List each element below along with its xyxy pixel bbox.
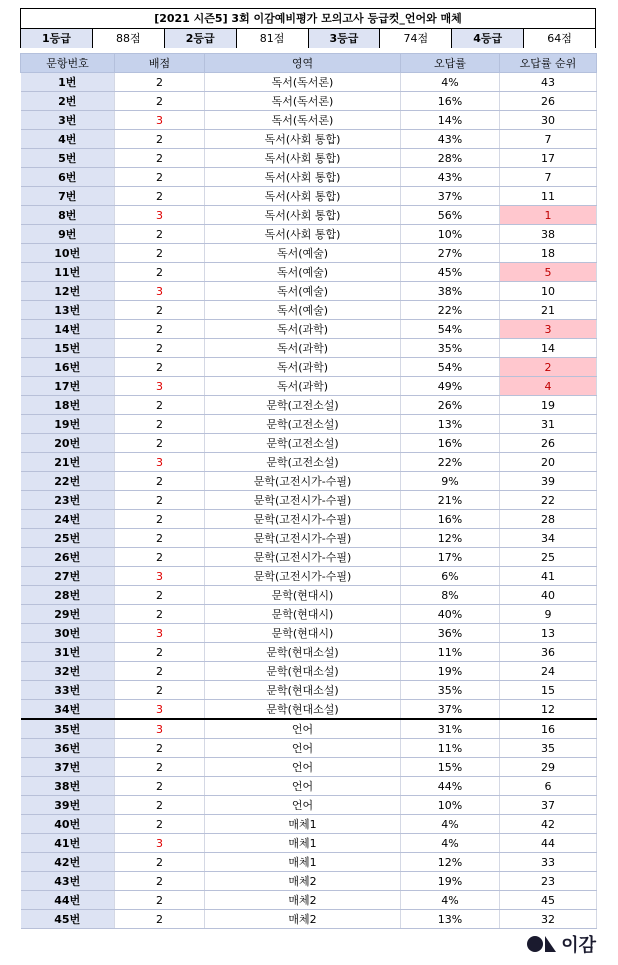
table-row [21, 529, 597, 548]
area-cell: 문학(고전시가-수필) [205, 529, 401, 548]
question-number-cell: 7번 [21, 187, 115, 206]
question-number-cell: 44번 [21, 891, 115, 910]
table-row [21, 796, 597, 815]
wrong-rank-cell: 1 [500, 206, 597, 225]
area-cell: 독서(사회 통합) [205, 130, 401, 149]
wrong-rank-cell: 15 [500, 681, 597, 700]
area-cell: 독서(사회 통합) [205, 206, 401, 225]
points-cell: 2 [115, 263, 205, 282]
wrong-rate-cell: 4% [401, 73, 500, 92]
area-cell: 독서(독서론) [205, 73, 401, 92]
question-number-cell: 41번 [21, 834, 115, 853]
question-number-cell: 17번 [21, 377, 115, 396]
points-cell: 2 [115, 415, 205, 434]
area-cell: 독서(독서론) [205, 111, 401, 130]
question-number-cell: 12번 [21, 282, 115, 301]
question-number-cell: 5번 [21, 149, 115, 168]
table-row [21, 719, 597, 739]
wrong-rank-cell: 30 [500, 111, 597, 130]
points-cell: 2 [115, 396, 205, 415]
wrong-rate-cell: 22% [401, 301, 500, 320]
area-cell: 독서(예술) [205, 301, 401, 320]
question-number-cell: 29번 [21, 605, 115, 624]
points-cell: 2 [115, 872, 205, 891]
table-row [21, 339, 597, 358]
wrong-rank-cell: 24 [500, 662, 597, 681]
table-row [21, 834, 597, 853]
area-cell: 문학(현대소설) [205, 643, 401, 662]
points-cell: 2 [115, 73, 205, 92]
table-row [21, 206, 597, 225]
wrong-rate-cell: 56% [401, 206, 500, 225]
question-number-cell: 32번 [21, 662, 115, 681]
points-cell: 2 [115, 225, 205, 244]
wrong-rate-cell: 8% [401, 586, 500, 605]
question-number-cell: 45번 [21, 910, 115, 929]
wrong-rate-cell: 4% [401, 834, 500, 853]
table-row [21, 815, 597, 834]
wrong-rank-cell: 31 [500, 415, 597, 434]
grade-4-label: 4등급 [452, 29, 524, 48]
grade-cut-header [20, 8, 596, 48]
points-cell: 2 [115, 510, 205, 529]
wrong-rate-cell: 6% [401, 567, 500, 586]
wrong-rate-cell: 36% [401, 624, 500, 643]
area-cell: 문학(현대소설) [205, 700, 401, 720]
wrong-rank-cell: 43 [500, 73, 597, 92]
question-number-cell: 27번 [21, 567, 115, 586]
table-row [21, 872, 597, 891]
area-cell: 문학(현대시) [205, 586, 401, 605]
wrong-rate-cell: 26% [401, 396, 500, 415]
question-number-cell: 37번 [21, 758, 115, 777]
table-row [21, 624, 597, 643]
points-cell: 2 [115, 758, 205, 777]
wrong-rank-cell: 22 [500, 491, 597, 510]
wrong-rank-cell: 42 [500, 815, 597, 834]
wrong-rank-cell: 25 [500, 548, 597, 567]
area-cell: 독서(예술) [205, 263, 401, 282]
question-number-cell: 43번 [21, 872, 115, 891]
points-cell: 3 [115, 206, 205, 225]
wrong-rank-cell: 28 [500, 510, 597, 529]
area-cell: 독서(과학) [205, 339, 401, 358]
question-number-cell: 23번 [21, 491, 115, 510]
wrong-rate-cell: 10% [401, 225, 500, 244]
area-cell: 매체1 [205, 853, 401, 872]
points-cell: 2 [115, 739, 205, 758]
points-cell: 2 [115, 130, 205, 149]
points-cell: 2 [115, 472, 205, 491]
wrong-rank-cell: 7 [500, 130, 597, 149]
points-cell: 2 [115, 910, 205, 929]
area-cell: 독서(사회 통합) [205, 149, 401, 168]
wrong-rank-cell: 4 [500, 377, 597, 396]
question-number-cell: 22번 [21, 472, 115, 491]
table-row [21, 567, 597, 586]
wrong-rank-cell: 32 [500, 910, 597, 929]
question-number-cell: 4번 [21, 130, 115, 149]
question-number-cell: 8번 [21, 206, 115, 225]
points-cell: 3 [115, 624, 205, 643]
wrong-rate-cell: 19% [401, 662, 500, 681]
col-header-points: 배점 [115, 54, 205, 73]
wrong-rate-cell: 35% [401, 339, 500, 358]
area-cell: 문학(고전시가-수필) [205, 567, 401, 586]
wrong-rank-cell: 19 [500, 396, 597, 415]
wrong-rank-cell: 40 [500, 586, 597, 605]
question-number-cell: 10번 [21, 244, 115, 263]
wrong-rate-cell: 38% [401, 282, 500, 301]
area-cell: 매체2 [205, 910, 401, 929]
table-row [21, 853, 597, 872]
wrong-rate-cell: 16% [401, 510, 500, 529]
table-row [21, 282, 597, 301]
question-number-cell: 13번 [21, 301, 115, 320]
wrong-rate-cell: 44% [401, 777, 500, 796]
wrong-rank-cell: 7 [500, 168, 597, 187]
wrong-rate-cell: 17% [401, 548, 500, 567]
col-header-area: 영역 [205, 54, 401, 73]
col-header-wrong-rank: 오답률 순위 [500, 54, 597, 73]
table-row [21, 358, 597, 377]
table-row [21, 681, 597, 700]
wrong-rank-cell: 16 [500, 719, 597, 739]
wrong-rank-cell: 38 [500, 225, 597, 244]
points-cell: 2 [115, 853, 205, 872]
area-cell: 독서(과학) [205, 377, 401, 396]
points-cell: 3 [115, 719, 205, 739]
question-number-cell: 39번 [21, 796, 115, 815]
wrong-rank-cell: 44 [500, 834, 597, 853]
table-row [21, 643, 597, 662]
brand-logo-text: 이감 [561, 935, 596, 956]
table-row [21, 244, 597, 263]
area-cell: 문학(고전시가-수필) [205, 510, 401, 529]
wrong-rate-cell: 37% [401, 187, 500, 206]
wrong-rank-cell: 37 [500, 796, 597, 815]
area-cell: 독서(사회 통합) [205, 187, 401, 206]
question-number-cell: 20번 [21, 434, 115, 453]
brand-logo [506, 933, 596, 955]
points-cell: 3 [115, 834, 205, 853]
wrong-rank-cell: 3 [500, 320, 597, 339]
question-number-cell: 6번 [21, 168, 115, 187]
grade-2-label: 2등급 [165, 29, 237, 48]
points-cell: 3 [115, 567, 205, 586]
wrong-rate-cell: 35% [401, 681, 500, 700]
area-cell: 독서(예술) [205, 244, 401, 263]
wrong-rate-cell: 13% [401, 910, 500, 929]
wrong-rate-cell: 12% [401, 853, 500, 872]
wrong-rank-cell: 14 [500, 339, 597, 358]
points-cell: 2 [115, 681, 205, 700]
question-number-cell: 30번 [21, 624, 115, 643]
question-number-cell: 34번 [21, 700, 115, 720]
question-number-cell: 11번 [21, 263, 115, 282]
table-row [21, 453, 597, 472]
question-number-cell: 24번 [21, 510, 115, 529]
table-row [21, 758, 597, 777]
table-row [21, 130, 597, 149]
grade-2-value: 81점 [237, 29, 309, 48]
points-cell: 3 [115, 377, 205, 396]
question-number-cell: 19번 [21, 415, 115, 434]
area-cell: 독서(사회 통합) [205, 168, 401, 187]
area-cell: 독서(과학) [205, 320, 401, 339]
wrong-rate-cell: 43% [401, 168, 500, 187]
points-cell: 2 [115, 187, 205, 206]
table-row [21, 662, 597, 681]
area-cell: 언어 [205, 758, 401, 777]
points-cell: 2 [115, 92, 205, 111]
points-cell: 2 [115, 643, 205, 662]
area-cell: 언어 [205, 777, 401, 796]
points-cell: 2 [115, 548, 205, 567]
table-row [21, 891, 597, 910]
table-row [21, 548, 597, 567]
wrong-rate-cell: 43% [401, 130, 500, 149]
area-cell: 문학(현대소설) [205, 681, 401, 700]
question-number-cell: 35번 [21, 719, 115, 739]
wrong-rate-cell: 31% [401, 719, 500, 739]
table-body [21, 73, 597, 929]
question-number-cell: 38번 [21, 777, 115, 796]
wrong-rank-cell: 23 [500, 872, 597, 891]
question-number-cell: 25번 [21, 529, 115, 548]
points-cell: 2 [115, 605, 205, 624]
table-row [21, 187, 597, 206]
points-cell: 2 [115, 796, 205, 815]
table-row [21, 377, 597, 396]
area-cell: 독서(과학) [205, 358, 401, 377]
points-cell: 2 [115, 529, 205, 548]
table-row [21, 92, 597, 111]
table-row [21, 739, 597, 758]
area-cell: 문학(고전소설) [205, 434, 401, 453]
area-cell: 독서(예술) [205, 282, 401, 301]
question-number-cell: 26번 [21, 548, 115, 567]
wrong-rank-cell: 34 [500, 529, 597, 548]
wrong-rate-cell: 13% [401, 415, 500, 434]
grade-cut-row [21, 29, 595, 48]
table-row [21, 472, 597, 491]
points-cell: 2 [115, 301, 205, 320]
points-cell: 2 [115, 586, 205, 605]
wrong-rank-cell: 9 [500, 605, 597, 624]
points-cell: 3 [115, 111, 205, 130]
area-cell: 독서(사회 통합) [205, 225, 401, 244]
table-row [21, 491, 597, 510]
wrong-rate-cell: 54% [401, 320, 500, 339]
points-cell: 3 [115, 700, 205, 720]
points-cell: 2 [115, 168, 205, 187]
area-cell: 매체2 [205, 872, 401, 891]
points-cell: 2 [115, 244, 205, 263]
table-row [21, 111, 597, 130]
question-number-cell: 15번 [21, 339, 115, 358]
question-number-cell: 1번 [21, 73, 115, 92]
wrong-rank-cell: 41 [500, 567, 597, 586]
wrong-rate-cell: 49% [401, 377, 500, 396]
wrong-rate-cell: 14% [401, 111, 500, 130]
points-cell: 2 [115, 662, 205, 681]
wrong-rate-cell: 4% [401, 815, 500, 834]
wrong-rank-cell: 12 [500, 700, 597, 720]
wrong-rate-cell: 22% [401, 453, 500, 472]
wrong-rank-cell: 10 [500, 282, 597, 301]
wrong-rank-cell: 6 [500, 777, 597, 796]
area-cell: 문학(현대소설) [205, 662, 401, 681]
wrong-rank-cell: 11 [500, 187, 597, 206]
table-row [21, 73, 597, 92]
points-cell: 2 [115, 815, 205, 834]
question-number-cell: 31번 [21, 643, 115, 662]
table-row [21, 396, 597, 415]
area-cell: 문학(현대시) [205, 624, 401, 643]
question-number-cell: 14번 [21, 320, 115, 339]
grade-3-label: 3등급 [309, 29, 381, 48]
points-cell: 2 [115, 434, 205, 453]
points-cell: 2 [115, 339, 205, 358]
table-row [21, 605, 597, 624]
wrong-rank-cell: 2 [500, 358, 597, 377]
grade-3-value: 74점 [380, 29, 452, 48]
points-cell: 3 [115, 453, 205, 472]
question-number-cell: 21번 [21, 453, 115, 472]
wrong-rate-cell: 4% [401, 891, 500, 910]
area-cell: 문학(고전소설) [205, 396, 401, 415]
wrong-rate-cell: 9% [401, 472, 500, 491]
wrong-rate-cell: 27% [401, 244, 500, 263]
question-number-cell: 2번 [21, 92, 115, 111]
wrong-rank-cell: 35 [500, 739, 597, 758]
wrong-rate-cell: 54% [401, 358, 500, 377]
col-header-wrong-rate: 오답률 [401, 54, 500, 73]
table-header-row [21, 54, 597, 73]
question-number-cell: 16번 [21, 358, 115, 377]
table-row [21, 320, 597, 339]
area-cell: 언어 [205, 796, 401, 815]
wrong-rate-cell: 11% [401, 643, 500, 662]
wrong-rank-cell: 45 [500, 891, 597, 910]
table-row [21, 149, 597, 168]
question-number-cell: 36번 [21, 739, 115, 758]
wrong-rate-cell: 19% [401, 872, 500, 891]
area-cell: 언어 [205, 719, 401, 739]
wrong-rank-cell: 18 [500, 244, 597, 263]
wrong-rank-cell: 26 [500, 92, 597, 111]
question-number-cell: 40번 [21, 815, 115, 834]
table-row [21, 225, 597, 244]
wrong-rank-cell: 5 [500, 263, 597, 282]
table-row [21, 168, 597, 187]
wrong-rate-cell: 16% [401, 92, 500, 111]
table-row [21, 510, 597, 529]
brand-mark-icon [527, 935, 557, 953]
table-row [21, 263, 597, 282]
table-row [21, 301, 597, 320]
grade-4-value: 64점 [524, 29, 595, 48]
wrong-rank-cell: 29 [500, 758, 597, 777]
area-cell: 문학(고전소설) [205, 415, 401, 434]
question-table [20, 53, 597, 929]
grade-1-value: 88점 [93, 29, 165, 48]
table-row [21, 777, 597, 796]
wrong-rate-cell: 40% [401, 605, 500, 624]
question-number-cell: 33번 [21, 681, 115, 700]
points-cell: 3 [115, 282, 205, 301]
col-header-number: 문항번호 [21, 54, 115, 73]
wrong-rate-cell: 10% [401, 796, 500, 815]
question-number-cell: 42번 [21, 853, 115, 872]
wrong-rank-cell: 39 [500, 472, 597, 491]
wrong-rank-cell: 20 [500, 453, 597, 472]
wrong-rate-cell: 12% [401, 529, 500, 548]
area-cell: 매체1 [205, 834, 401, 853]
page-title: [2021 시즌5] 3회 이감예비평가 모의고사 등급컷_언어와 매체 [21, 9, 595, 29]
wrong-rate-cell: 21% [401, 491, 500, 510]
question-number-cell: 9번 [21, 225, 115, 244]
area-cell: 문학(고전시가-수필) [205, 548, 401, 567]
area-cell: 언어 [205, 739, 401, 758]
points-cell: 2 [115, 891, 205, 910]
question-number-cell: 18번 [21, 396, 115, 415]
question-number-cell: 28번 [21, 586, 115, 605]
points-cell: 2 [115, 358, 205, 377]
table-row [21, 700, 597, 720]
points-cell: 2 [115, 491, 205, 510]
area-cell: 문학(현대시) [205, 605, 401, 624]
wrong-rank-cell: 26 [500, 434, 597, 453]
wrong-rate-cell: 28% [401, 149, 500, 168]
points-cell: 2 [115, 777, 205, 796]
wrong-rate-cell: 11% [401, 739, 500, 758]
area-cell: 문학(고전시가-수필) [205, 472, 401, 491]
table-row [21, 910, 597, 929]
table-row [21, 434, 597, 453]
wrong-rank-cell: 13 [500, 624, 597, 643]
wrong-rank-cell: 21 [500, 301, 597, 320]
wrong-rank-cell: 17 [500, 149, 597, 168]
wrong-rate-cell: 45% [401, 263, 500, 282]
area-cell: 문학(고전시가-수필) [205, 491, 401, 510]
area-cell: 문학(고전소설) [205, 453, 401, 472]
area-cell: 매체1 [205, 815, 401, 834]
area-cell: 독서(독서론) [205, 92, 401, 111]
wrong-rate-cell: 37% [401, 700, 500, 720]
table-row [21, 586, 597, 605]
wrong-rank-cell: 36 [500, 643, 597, 662]
points-cell: 2 [115, 320, 205, 339]
points-cell: 2 [115, 149, 205, 168]
table-row [21, 415, 597, 434]
question-number-cell: 3번 [21, 111, 115, 130]
wrong-rate-cell: 16% [401, 434, 500, 453]
wrong-rank-cell: 33 [500, 853, 597, 872]
grade-1-label: 1등급 [21, 29, 93, 48]
area-cell: 매체2 [205, 891, 401, 910]
wrong-rate-cell: 15% [401, 758, 500, 777]
